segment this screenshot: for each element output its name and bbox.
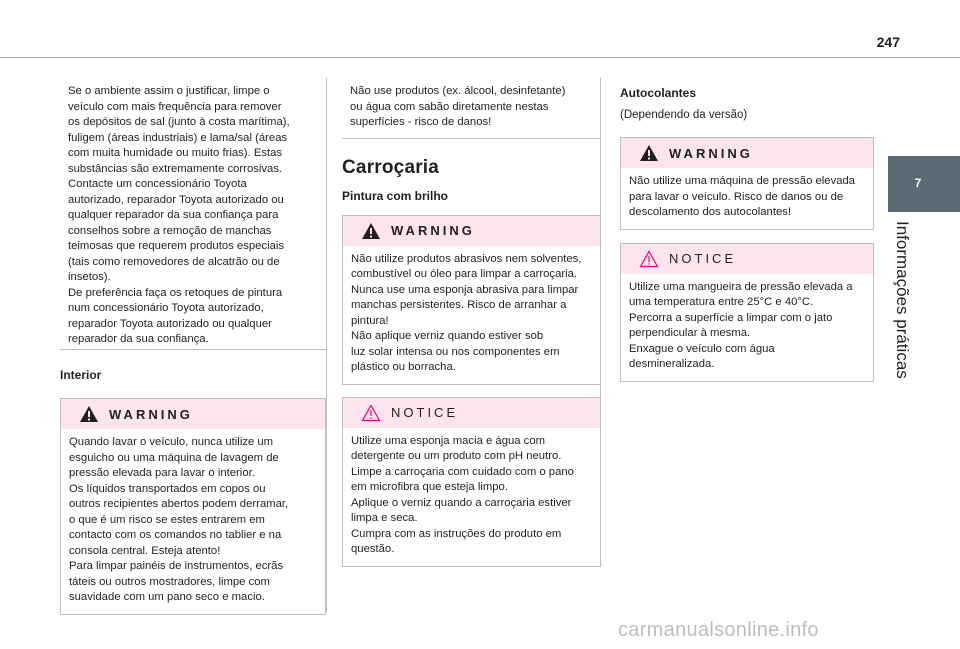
stickers-heading: Autocolantes bbox=[620, 86, 697, 100]
warning-triangle-icon bbox=[639, 144, 659, 162]
stickers-subtitle: (Dependendo da versão) bbox=[620, 109, 748, 121]
warning-triangle-icon bbox=[361, 222, 381, 240]
warning-label: WARNING bbox=[391, 223, 475, 238]
chapter-number: 7 bbox=[914, 176, 922, 190]
notice-text: Utilize uma esponja macia e água com detergente ou um produto com pH neutro. Limpe a carroçaria com cuidado com o pano em microfibra que esteja limpo. Aplique o verniz quando a carroçaria estiver limpa e seca. Cumpra com as instruções do produto em questão. bbox=[351, 434, 574, 555]
chapter-title: Informações práticas bbox=[893, 221, 912, 379]
notice-label: NOTICE bbox=[669, 251, 737, 266]
surfaces-caution: Não use produtos (ex. álcool, desinfetante) ou água com sabão diretamente nestas superfícies - risco de danos! bbox=[342, 78, 601, 139]
warning-text: Quando lavar o veículo, nunca utilize um esguicho ou uma máquina de lavagem de pressão elevada para lavar o interior. Os líquidos transportados em copos ou outros recipientes abertos podem derramar, o que é um risco se estes entrarem em contacto com os comandos no tablier e na consola central. Esteja atento! Para limpar painéis de instrumentos, ecrãs táteis ou outros mostradores, limpe com suavidade com um pano seco e macio. bbox=[69, 436, 289, 603]
warning-text: Não utilize uma máquina de pressão elevada para lavar o veículo. Risco de danos ou de descolamento dos autocolantes! bbox=[629, 175, 856, 218]
bodywork-heading: Carroçaria bbox=[342, 156, 440, 178]
gloss-paint-heading: Pintura com brilho bbox=[342, 188, 449, 203]
column-divider bbox=[326, 78, 327, 612]
notice-triangle-icon bbox=[361, 404, 381, 422]
notice-header bbox=[621, 244, 873, 274]
notice-header bbox=[343, 398, 600, 428]
warning-triangle-icon bbox=[79, 405, 99, 423]
warning-text: Não utilize produtos abrasivos nem solventes, combustível ou óleo para limpar a carroçaria. Nunca use uma esponja abrasiva para limpar manchas persistentes. Risco de arranhar a pintura! Não aplique verniz quando estiver sob luz solar intensa ou nos componentes em plástico ou borracha. bbox=[351, 252, 582, 373]
notice-label: NOTICE bbox=[391, 405, 459, 420]
stickers-notice bbox=[620, 243, 874, 382]
warning-header bbox=[343, 216, 600, 246]
notice-text: Utilize uma mangueira de pressão elevada a uma temperatura entre 25°C e 40°C. Percorra a superfície a limpar com o jato perpendicular à mesma. Enxague o veículo com água desmineralizada. bbox=[629, 280, 853, 370]
warning-header bbox=[621, 138, 873, 168]
bodywork-notice bbox=[342, 397, 601, 567]
notice-triangle-icon bbox=[639, 250, 659, 268]
intro-paragraph: Se o ambiente assim o justificar, limpe o veículo com mais frequência para remover os depósitos de sal (junto à costa marítima), fuligem (áreas industriais) e lama/sal (áreas com muita humidade ou muito frias). Estas substâncias são extremamente corrosivas. Contacte um concessionário Toyota autorizado, reparador Toyota autorizado ou qualquer reparador da sua confiança para conselhos sobre a remoção de manchas teimosas que requerem produtos especiais (tais como removedores de alcatrão ou de insetos). De preferência faça os retoques de pintura num concessionário Toyota autorizado, reparador Toyota autorizado ou qualquer reparador da sua confiança. bbox=[60, 78, 326, 350]
watermark: carmanualsonline.info bbox=[618, 619, 819, 641]
page-number: 247 bbox=[876, 34, 900, 50]
stickers-warning bbox=[620, 137, 874, 230]
column-left bbox=[60, 78, 326, 615]
column-right bbox=[620, 78, 874, 382]
column-middle bbox=[342, 78, 601, 567]
warning-label: WARNING bbox=[669, 145, 753, 161]
warning-header bbox=[61, 399, 325, 429]
interior-warning bbox=[60, 398, 326, 615]
warning-label: WARNING bbox=[109, 406, 193, 422]
interior-heading: Interior bbox=[60, 368, 102, 382]
bodywork-warning bbox=[342, 215, 601, 385]
header-divider bbox=[0, 57, 960, 58]
